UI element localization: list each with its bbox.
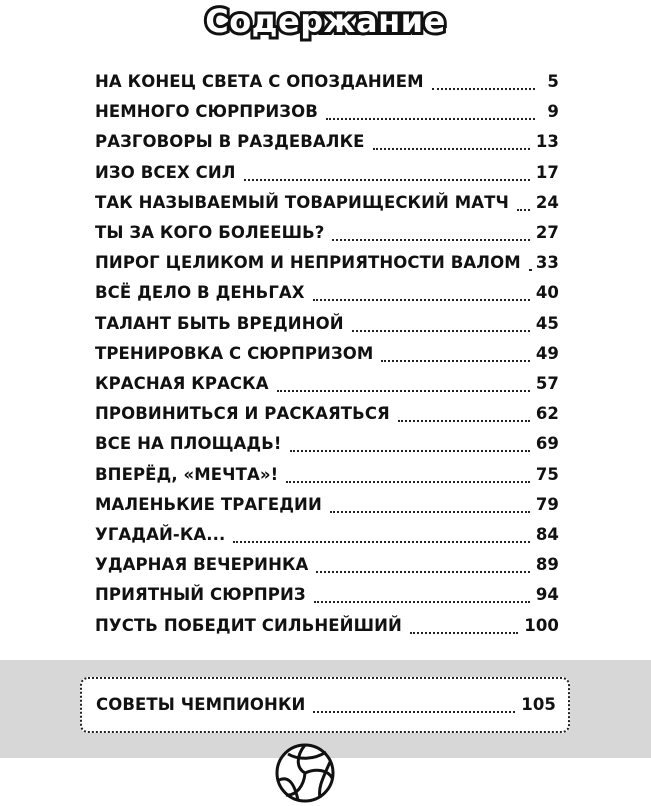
toc-entry[interactable] [95,223,559,247]
toc-entry-page: 100 [524,615,559,635]
toc-entry[interactable] [95,585,559,609]
dot-leader [330,510,530,513]
dot-leader [381,359,529,362]
toc-entry-title: ПУСТЬ ПОБЕДИТ СИЛЬНЕЙШИЙ [95,615,402,635]
toc-entry[interactable] [95,616,559,640]
toc-entry-page: 79 [535,494,559,514]
toc-entry[interactable] [95,132,559,156]
dot-leader [326,117,535,120]
toc-entry[interactable] [95,555,559,579]
toc-entry[interactable] [95,525,559,549]
toc-entry-title: УГАДАЙ-КА... [95,525,226,544]
toc-entry[interactable] [95,72,559,96]
toc-entry-title: ПРОВИНИТЬСЯ И РАСКАЯТЬСЯ [95,404,390,424]
toc-entry-bonus[interactable] [96,695,556,719]
dot-leader [277,389,530,392]
dot-leader [517,208,530,211]
bonus-section-box [80,677,570,733]
toc-entry[interactable] [95,344,559,368]
toc-entry-title: ПРИЯТНЫЙ СЮРПРИЗ [95,585,306,605]
toc-entry-page: 9 [547,102,559,122]
dot-leader [432,87,535,90]
toc-entry-page: 105 [521,695,556,714]
toc-entry[interactable] [95,314,559,338]
toc-entry-page: 62 [535,404,559,424]
toc-entry[interactable] [95,434,559,458]
toc-entry-page: 17 [535,162,559,182]
toc-entry[interactable] [95,102,559,126]
dot-leader [290,449,530,452]
page-title: Содержание [205,2,446,40]
toc-entry-title: НЕМНОГО СЮРПРИЗОВ [95,102,318,122]
toc-entry-title: ИЗО ВСЕХ СИЛ [95,162,236,182]
dot-leader [313,710,515,713]
toc-entry-title: ТЫ ЗА КОГО БОЛЕЕШЬ? [95,223,325,242]
toc-entry[interactable] [95,253,559,277]
toc-entry[interactable] [95,193,559,217]
toc-entry-page: 24 [535,192,559,212]
dot-leader [314,600,530,603]
toc-entry-title: РАЗГОВОРЫ В РАЗДЕВАЛКЕ [95,132,365,152]
toc-entry-page: 49 [535,343,559,363]
toc-entry-page: 84 [535,525,559,544]
dot-leader [316,570,529,573]
toc-entry-page: 5 [547,72,559,91]
dot-leader [233,540,529,543]
toc-entry-title: ТАЛАНТ БЫТЬ ВРЕДИНОЙ [95,313,344,333]
dot-leader [313,298,530,301]
toc-entry-page: 13 [535,132,559,152]
toc-entry[interactable] [95,404,559,428]
toc-entry[interactable] [95,465,559,489]
toc-entry-page: 69 [535,434,559,454]
toc-entry-page: 57 [535,374,559,393]
toc-entry-title: УДАРНАЯ ВЕЧЕРИНКА [95,555,309,575]
toc-entry-title: НА КОНЕЦ СВЕТА С ОПОЗДАНИЕМ [95,72,424,91]
dot-leader [529,268,530,271]
toc-entry-title: ВСЕ НА ПЛОЩАДЬ! [95,434,282,454]
toc-entry-title: ВПЕРЁД, «МЕЧТА»! [95,464,279,484]
dot-leader [286,480,530,483]
toc-entry-title: ТРЕНИРОВКА С СЮРПРИЗОМ [95,343,374,363]
toc-entry-title: ВСЁ ДЕЛО В ДЕНЬГАХ [95,283,305,303]
dot-leader [373,147,530,150]
toc-entry-title: СОВЕТЫ ЧЕМПИОНКИ [96,695,306,714]
toc-entry-title: ТАК НАЗЫВАЕМЫЙ ТОВАРИЩЕСКИЙ МАТЧ [95,192,509,212]
toc-entry-page: 45 [535,313,559,333]
toc-entry-title: ПИРОГ ЦЕЛИКОМ И НЕПРИЯТНОСТИ ВАЛОМ [95,253,521,273]
toc-entry[interactable] [95,495,559,519]
toc-entry[interactable] [95,163,559,187]
toc-entry-page: 89 [535,555,559,575]
toc-entry-page: 94 [535,585,559,605]
dot-leader [410,631,518,634]
toc-entry-page: 33 [535,253,559,273]
toc-entry-title: КРАСНАЯ КРАСКА [95,374,269,393]
toc-entry[interactable] [95,283,559,307]
dot-leader [352,329,530,332]
dot-leader [332,238,529,241]
toc-entry-page: 40 [535,283,559,303]
toc-entry-page: 75 [535,464,559,484]
toc-entry-title: МАЛЕНЬКИЕ ТРАГЕДИИ [95,494,322,514]
volleyball-icon [274,742,336,804]
toc-entry-page: 27 [535,223,559,242]
dot-leader [398,419,530,422]
dot-leader [244,178,530,181]
toc-entry[interactable] [95,374,559,398]
